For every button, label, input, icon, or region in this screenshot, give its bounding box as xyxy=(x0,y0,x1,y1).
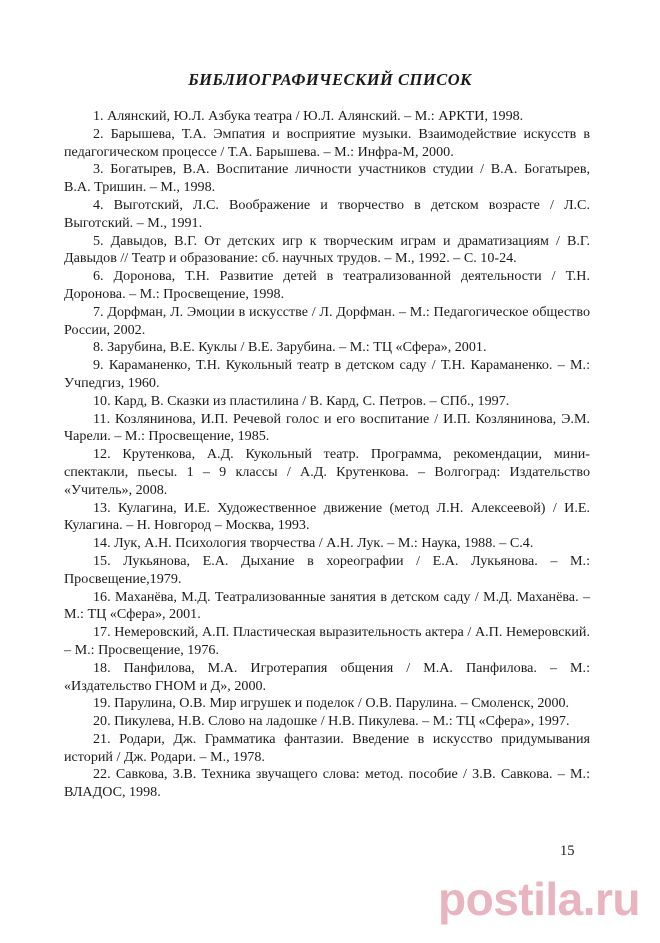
reference-item: 9. Караманенко, Т.Н. Кукольный театр в детском саду / Т.Н. Караманенко. – М.: Учпедгиз, 1960. xyxy=(64,357,590,391)
reference-item: 20. Пикулева, Н.В. Слово на ладошке / Н.В. Пикулева. – М.: ТЦ «Сфера», 1997. xyxy=(93,713,570,730)
page-title: БИБЛИОГРАФИЧЕСКИЙ СПИСОК xyxy=(188,70,472,89)
watermark-text: postila.ru xyxy=(438,873,641,925)
reference-item: 18. Панфилова, М.А. Игротерапия общения / М.А. Панфилова. – М.: «Издательство ГНОМ и Д», 2000. xyxy=(64,659,590,694)
reference-item: 2. Барышева, Т.А. Эмпатия и восприятие музыки. Взаимодействие искусств в педагогическом процессе / Т.А. Барышева. – М.: Инфра-М, 2000. xyxy=(64,125,590,160)
watermark xyxy=(438,855,660,943)
page-number: 15 xyxy=(560,843,575,859)
reference-item: 10. Кард, В. Сказки из пластилина / В. Кард, С. Петров. – СПб., 1997. xyxy=(93,392,510,409)
reference-item: 15. Лукьянова, Е.А. Дыхание в хореографии / Е.А. Лукьянова. – М.: Просвещение,1979. xyxy=(64,552,590,587)
reference-item: 21. Родари, Дж. Грамматика фантазии. Введение в искусство придумывания историй / Дж. Родари. – М., 1978. xyxy=(64,730,590,765)
reference-item: 16. Маханёва, М.Д. Театрализованные занятия в детском саду / М.Д. Маханёва. – М.: ТЦ «Сфера», 2001. xyxy=(64,588,590,623)
reference-item: 17. Немеровский, А.П. Пластическая выразительность актера / А.П. Немеровский. – М.: Просвещение, 1976. xyxy=(64,624,590,658)
reference-item: 22. Савкова, З.В. Техника звучащего слова: метод. пособие / З.В. Савкова. – М.: ВЛАДОС, 1998. xyxy=(64,766,590,801)
bibliography-list xyxy=(64,108,590,802)
reference-item: 8. Зарубина, В.Е. Куклы / В.Е. Зарубина. – М.: ТЦ «Сфера», 2001. xyxy=(93,339,487,356)
reference-item: 19. Парулина, О.В. Мир игрушек и поделок / О.В. Парулина. – Смоленск, 2000. xyxy=(93,695,570,712)
reference-item: 4. Выготский, Л.С. Воображение и творчество в детском возрасте / Л.С. Выготский. – М., 1991. xyxy=(64,196,590,231)
reference-item: 12. Крутенкова, А.Д. Кукольный театр. Программа, рекомендации, мини-спектакли, пьесы. 1 – 9 классы / А.Д. Крутенкова. – Волгоград: Издательство «Учитель», 2008. xyxy=(64,446,590,498)
reference-item: 14. Лук, А.Н. Психология творчества / А.Н. Лук. – М.: Наука, 1988. – С.4. xyxy=(93,535,534,552)
reference-item: 11. Козлянинова, И.П. Речевой голос и его воспитание / И.П. Козлянинова, Э.М. Чарели. – М.: Просвещение, 1985. xyxy=(64,410,590,445)
reference-item: 7. Дорфман, Л. Эмоции в искусстве / Л. Дорфман. – М.: Педагогическое общество России, 2002. xyxy=(64,303,590,338)
reference-item: 6. Доронова, Т.Н. Развитие детей в театрализованной деятельности / Т.Н. Доронова. – М.: Просвещение, 1998. xyxy=(64,268,590,302)
reference-item: 1. Алянский, Ю.Л. Азбука театра / Ю.Л. Алянский. – М.: АРКТИ, 1998. xyxy=(93,108,524,124)
reference-item: 3. Богатырев, В.А. Воспитание личности участников студии / В.А. Богатырев, В.А. Тришин. – М., 1998. xyxy=(64,161,590,196)
reference-item: 13. Кулагина, И.Е. Художественное движение (метод Л.Н. Алексеевой) / И.Е. Кулагина. – Н. Новгород – Москва, 1993. xyxy=(64,499,590,534)
reference-item: 5. Давыдов, В.Г. От детских игр к творческим играм и драматизациям / В.Г. Давыдов // Театр и образование: сб. научных трудов. – М., 1992. – С. 10-24. xyxy=(64,232,590,267)
